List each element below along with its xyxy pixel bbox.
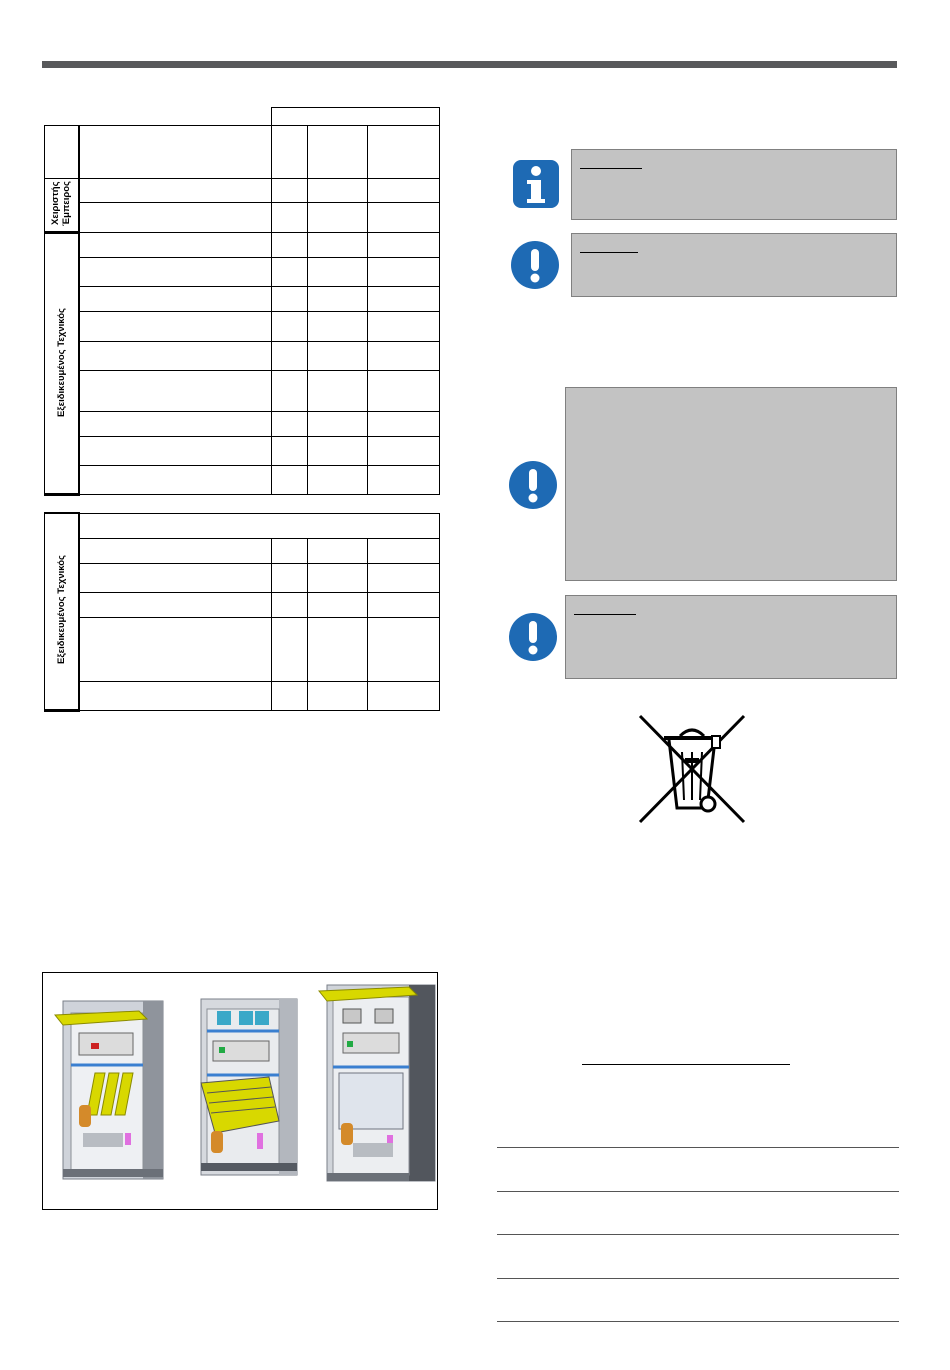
role-label-technician: Εξειδικευμένος Τεχνικός bbox=[45, 233, 79, 495]
exclamation-icon bbox=[510, 240, 560, 290]
divider bbox=[497, 1234, 899, 1235]
info-notice-box bbox=[571, 149, 897, 220]
maintenance-table-2 bbox=[44, 512, 440, 712]
exclamation-icon bbox=[508, 460, 558, 510]
warning-notice-box-large bbox=[565, 387, 897, 581]
table-row bbox=[45, 203, 440, 233]
maintenance-table-1 bbox=[44, 107, 440, 496]
frequency-header-cell bbox=[272, 108, 440, 126]
cabinet-renderings-figure bbox=[42, 972, 438, 1210]
table-row bbox=[45, 412, 440, 437]
table-header-row bbox=[45, 513, 440, 538]
table-row bbox=[45, 681, 440, 710]
table-row bbox=[45, 538, 440, 563]
table-row bbox=[45, 179, 440, 203]
warning-notice-box bbox=[565, 595, 897, 679]
table-header-row bbox=[45, 108, 440, 126]
role-label-operator: Χειριστής Έμπειρος bbox=[45, 179, 79, 233]
cabinet-3 bbox=[319, 985, 435, 1181]
table-row bbox=[45, 342, 440, 371]
table-row bbox=[45, 592, 440, 617]
table-row bbox=[45, 437, 440, 466]
table-row bbox=[45, 466, 440, 495]
cabinet-2 bbox=[201, 999, 297, 1175]
underline-link-line bbox=[582, 1064, 790, 1065]
exclamation-icon bbox=[508, 612, 558, 662]
table-row bbox=[45, 233, 440, 258]
column-header-row bbox=[45, 126, 440, 179]
divider bbox=[497, 1191, 899, 1192]
divider bbox=[497, 1278, 899, 1279]
header-rule bbox=[42, 61, 897, 68]
info-icon bbox=[512, 159, 560, 209]
warning-notice-box bbox=[571, 233, 897, 297]
divider bbox=[497, 1147, 899, 1148]
crossed-out-bin-icon bbox=[636, 712, 748, 824]
role-label-technician: Εξειδικευμένος Τεχνικός bbox=[45, 513, 79, 710]
divider bbox=[497, 1321, 899, 1322]
table-row bbox=[45, 563, 440, 592]
table-row bbox=[45, 287, 440, 312]
cabinet-1 bbox=[55, 1001, 163, 1179]
table-row bbox=[45, 617, 440, 681]
table-row bbox=[45, 371, 440, 412]
table-row bbox=[45, 258, 440, 287]
cabinet-illustrations bbox=[43, 973, 437, 1209]
table-row bbox=[45, 312, 440, 342]
